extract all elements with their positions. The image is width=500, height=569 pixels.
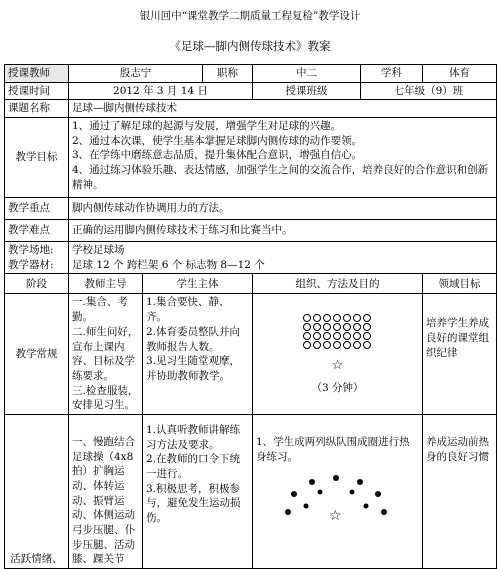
- organization-note: 1、学生成两列纵队围成圈进行热身练习。: [256, 435, 410, 463]
- student-marker: [343, 332, 351, 340]
- student-marker: [323, 314, 331, 322]
- organization-cell: [253, 414, 423, 568]
- student-marker: [333, 341, 341, 349]
- info-row-3: [5, 100, 497, 118]
- goals-label: 教学目标: [5, 118, 69, 198]
- student-marker: [363, 323, 371, 331]
- subject-value: 体育: [423, 65, 497, 83]
- col-stage: 阶段: [5, 274, 69, 294]
- venue-label: 教学场地: 教学器材:: [5, 242, 69, 274]
- student-marker: [363, 314, 371, 322]
- student-marker: [303, 323, 311, 331]
- duration-label: （3 分钟）: [311, 382, 364, 395]
- venue-row: [5, 242, 497, 274]
- student-marker: [313, 332, 321, 340]
- key-point-text: 脚内侧传球动作协调用力的方法。: [69, 198, 497, 220]
- student-marker: [353, 314, 361, 322]
- class-label: 授课班级: [253, 82, 361, 100]
- teacher-cell: 一.集合、考勤。 二.师生问好，宣布上课内容、目标及学练要求。 三.检查服装，安排见习生。: [69, 294, 143, 415]
- key-point-label: 教学重点: [5, 198, 69, 220]
- difficulty-text: 正确的运用脚内侧传球技术于练习和比赛当中。: [69, 220, 497, 242]
- student-marker: [313, 314, 321, 322]
- student-marker: [333, 332, 341, 340]
- info-row-2: [5, 82, 497, 100]
- student-marker: [363, 341, 371, 349]
- page-header: 银川回中“课堂教学二期质量工程复检”教学设计: [139, 10, 361, 22]
- student-marker: [333, 323, 341, 331]
- stage-cell: 活跃情绪、: [5, 414, 69, 568]
- course-label: 课题名称: [5, 100, 69, 118]
- col-student: 学生主体: [143, 274, 253, 294]
- teacher-value: 殷志宁: [69, 65, 203, 83]
- student-marker: [323, 332, 331, 340]
- teacher-cell: 一、慢跑结合足球操（4x8 拍）扩胸运动、体转运动、振臂运动、体侧运动弓步压腿、仆步压腿、活动膝、踝关节: [69, 414, 143, 568]
- student-cell: 1.认真听教师讲解练习方法及要求。 2.在教师的口令下统一进行。 3.积极思考，积极参与，避免发生运动损伤。: [143, 414, 253, 568]
- teacher-label: 授课教师: [5, 65, 69, 83]
- teacher-star-icon: ☆: [331, 358, 344, 374]
- goal-cell: 培养学生养成良好的课堂组织纪律: [423, 294, 497, 415]
- student-marker: [303, 314, 311, 322]
- stage-cell: 教学常规: [5, 294, 69, 415]
- student-cell: 1.集合要快、静、齐。 2.体育委员整队并向教师报告人数。 3.见习生随堂观摩，并协助教师教学。: [143, 294, 253, 415]
- class-value: 七年级（9）班: [361, 82, 497, 100]
- course-value: 足球—脚内侧传球技术: [69, 100, 497, 118]
- key-point-row: [5, 198, 497, 220]
- student-marker: [353, 332, 361, 340]
- table-row: [5, 414, 497, 568]
- student-marker: [303, 341, 311, 349]
- table-row: [5, 294, 497, 415]
- col-goal: 领域目标: [423, 274, 497, 294]
- formation-circles: [303, 314, 372, 349]
- student-marker: [343, 323, 351, 331]
- formation-diagram: [256, 312, 419, 396]
- lesson-title: 《足球—脚内侧传球技术》教案: [169, 39, 331, 53]
- difficulty-row: [5, 220, 497, 242]
- student-marker: [313, 341, 321, 349]
- difficulty-label: 教学难点: [5, 220, 69, 242]
- goals-text: 1、通过了解足球的起源与发展，增强学生对足球的兴趣。 2、通过本次课，使学生基本掌握足球脚内侧传球的动作要领。 3、在学练中磨练意志品质，提升集体配合意识，增强自信心。 4、通过练习体验乐趣、表达情感，加强学生之间的交流合作，培养良好的合作意识和创新精神。: [69, 118, 497, 198]
- lesson-plan-table: [4, 64, 497, 569]
- subject-label: 学科: [361, 65, 423, 83]
- time-value: 2012 年 3 月 14 日: [69, 82, 253, 100]
- student-marker: [353, 341, 361, 349]
- student-marker: [303, 332, 311, 340]
- student-marker: [323, 341, 331, 349]
- student-marker: [343, 314, 351, 322]
- col-teacher: 教师主导: [69, 274, 143, 294]
- student-marker: [323, 323, 331, 331]
- student-marker: [353, 323, 361, 331]
- column-header-row: [5, 274, 497, 294]
- goals-row: [5, 118, 497, 198]
- student-marker: [313, 323, 321, 331]
- warmup-circle-diagram: [256, 472, 416, 532]
- col-organization: 组织、方法及目的: [253, 274, 423, 294]
- student-marker: [343, 341, 351, 349]
- student-marker: [363, 332, 371, 340]
- time-label: 授课时间: [5, 82, 69, 100]
- position-label: 职称: [203, 65, 253, 83]
- svg-text:☆: ☆: [329, 508, 342, 525]
- position-value: 中二: [253, 65, 361, 83]
- goal-cell: 养成运动前热身的良好习惯: [423, 414, 497, 568]
- organization-cell: [253, 294, 423, 415]
- info-row-1: [5, 65, 497, 83]
- venue-text: 学校足球场 足球 12 个 跨栏架 6 个 标志物 8—12 个: [69, 242, 497, 274]
- student-marker: [333, 314, 341, 322]
